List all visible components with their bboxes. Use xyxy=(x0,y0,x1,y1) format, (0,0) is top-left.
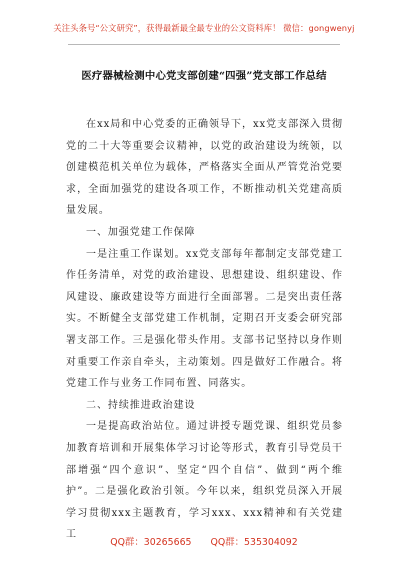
section-heading-2: 二、持续推进政治建设 xyxy=(86,399,196,411)
header-banner: 关注头条号“公文研究”，获得最新最全最专业的公文资料库！ 微信：gongwenyj xyxy=(53,23,355,33)
qq-group-2: QQ群：535304092 xyxy=(210,537,298,548)
section-heading-1: 一、加强党建工作保障 xyxy=(86,226,196,238)
header-divider xyxy=(68,44,340,45)
footer-contact xyxy=(0,534,408,548)
section-2-paragraph: 一是提高政治站位。通过讲授专题党课、组织党员参加教育培训和开展集体学习讨论等形式，教育引导党员干部增强“四个意识”、坚定“四个自信”、做到“两个维护”。二是强化政治引领。今年以来，组织党员深入开展学习贯彻xxx主题教育，学习xxx、xxx精神和有关党建工 xyxy=(66,421,343,541)
document-body xyxy=(66,114,343,546)
section-1-paragraph: 一是注重工作谋划。xx党支部每年都制定支部党建工作任务清单，对党的政治建设、思想建设、组织建设、作风建设、廉政建设等方面进行全面部署。二是突出责任落实。不断健全支部党建工作机制，定期召开支委会研究部署支部工作。三是强化带头作用。支部书记坚持以身作则对重要工作亲自牵头，主动策划。四是做好工作融合。将党建工作与业务工作同布置、同落实。 xyxy=(66,248,343,390)
qq-group-1: QQ群：30265665 xyxy=(110,537,192,548)
document-title: 医疗器械检测中心党支部创建“四强”党支部工作总结 xyxy=(81,70,327,82)
intro-paragraph: 在xx局和中心党委的正确领导下，xx党支部深入贯彻党的二十大等重要会议精神，以党的政治建设为统领，以创建模范机关单位为载体，严格落实全面从严管党治党要求，全面加强党的建设各项工作，不断推动机关党建高质量发展。 xyxy=(66,119,343,217)
